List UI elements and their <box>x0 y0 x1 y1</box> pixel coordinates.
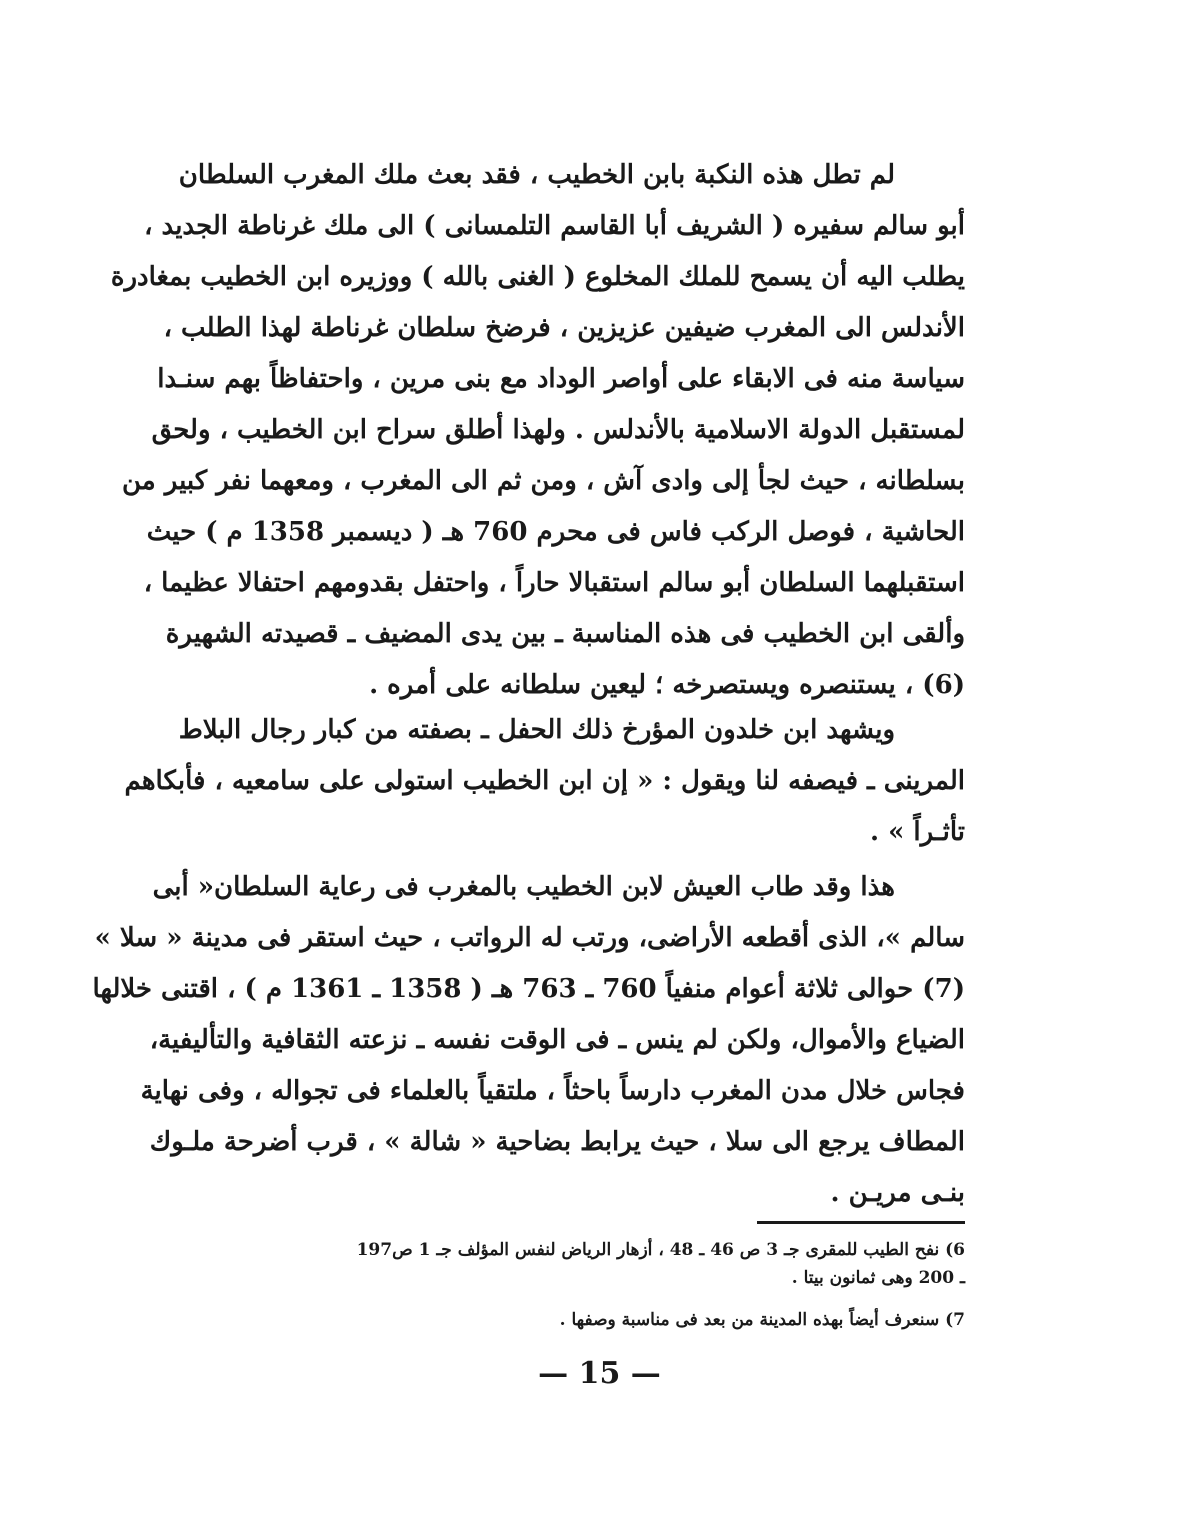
text-line: (6) ، يستنصره ويستصرخه ؛ ليعين سلطانه على أمره . <box>369 670 965 700</box>
text-line: أبو سالم سفيره ( الشريف أبا القاسم التلمسانى ) الى ملك غرناطة الجديد ، <box>144 211 965 241</box>
text-line: لمستقبل الدولة الاسلامية بالأندلس . ولهذا أطلق سراح ابن الخطيب ، ولحق <box>151 415 965 445</box>
text-line: (7) حوالى ثلاثة أعوام منفياً 760 ـ 763 هـ ( 1358 ـ 1361 م ) ، اقتنى خلالها <box>92 974 965 1004</box>
text-line: فجاس خلال مدن المغرب دارساً باحثاً ، ملتقياً بالعلماء فى تجواله ، وفى نهاية <box>140 1076 965 1106</box>
text-line: المطاف يرجع الى سلا ، حيث يرابط بضاحية « شالة » ، قرب أضرحة ملـوك <box>149 1127 965 1157</box>
footnote-line: ـ 200 وهى ثمانون بيتا . <box>791 1268 965 1288</box>
text-line: ويشهد ابن خلدون المؤرخ ذلك الحفل ـ بصفته من كبار رجال البلاط <box>178 715 895 745</box>
page-number: — 15 — <box>538 1356 661 1391</box>
footnote-separator <box>757 1221 965 1224</box>
text-line: استقبلهما السلطان أبو سالم استقبالا حاراً ، واحتفل بقدومهم احتفالا عظيما ، <box>143 568 965 598</box>
text-line: سالم »، الذى أقطعه الأراضى، ورتب له الرواتب ، حيث استقر فى مدينة « سلا » <box>94 923 965 953</box>
text-line: بنـى مريـن . <box>830 1178 965 1208</box>
text-line: تأثـراً » . <box>870 817 965 847</box>
paragraph-1 <box>110 150 965 711</box>
text-line: بسلطانه ، حيث لجأ إلى وادى آش ، ومن ثم الى المغرب ، ومعهما نفر كبير من <box>121 466 965 496</box>
paragraph-2 <box>124 705 965 858</box>
footnote-line: 7) سنعرف أيضاً بهذه المدينة من بعد فى مناسبة وصفها . <box>559 1310 965 1330</box>
footnote-6 <box>225 1236 965 1292</box>
text-line: سياسة منه فى الابقاء على أواصر الوداد مع بنى مرين ، واحتفاظاً بهم سنـدا <box>157 364 965 394</box>
text-line: يطلب اليه أن يسمح للملك المخلوع ( الغنى بالله ) ووزيره ابن الخطيب بمغادرة <box>110 262 965 292</box>
text-line: الضياع والأموال، ولكن لم ينس ـ فى الوقت نفسه ـ نزعته الثقافية والتأليفية، <box>149 1025 965 1055</box>
paragraph-3 <box>92 862 965 1219</box>
text-line: الحاشية ، فوصل الركب فاس فى محرم 760 هـ ( ديسمبر 1358 م ) حيث <box>146 517 965 547</box>
text-line: لم تطل هذه النكبة بابن الخطيب ، فقد بعث ملك المغرب السلطان <box>178 160 895 190</box>
footnote-line: 6) نفح الطيب للمقرى جـ 3 ص 46 ـ 48 ، أزهار الرياض لنفس المؤلف جـ 1 ص197 <box>356 1240 965 1260</box>
footnote-7 <box>225 1306 965 1334</box>
text-line: المرينى ـ فيصفه لنا ويقول : « إن ابن الخطيب استولى على سامعيه ، فأبكاهم <box>124 766 965 796</box>
text-line: هذا وقد طاب العيش لابن الخطيب بالمغرب فى رعاية السلطان« أبى <box>152 872 895 902</box>
text-line: وألقى ابن الخطيب فى هذه المناسبة ـ بين يدى المضيف ـ قصيدته الشهيرة <box>165 619 965 649</box>
text-line: الأندلس الى المغرب ضيفين عزيزين ، فرضخ سلطان غرناطة لهذا الطلب ، <box>163 313 965 343</box>
